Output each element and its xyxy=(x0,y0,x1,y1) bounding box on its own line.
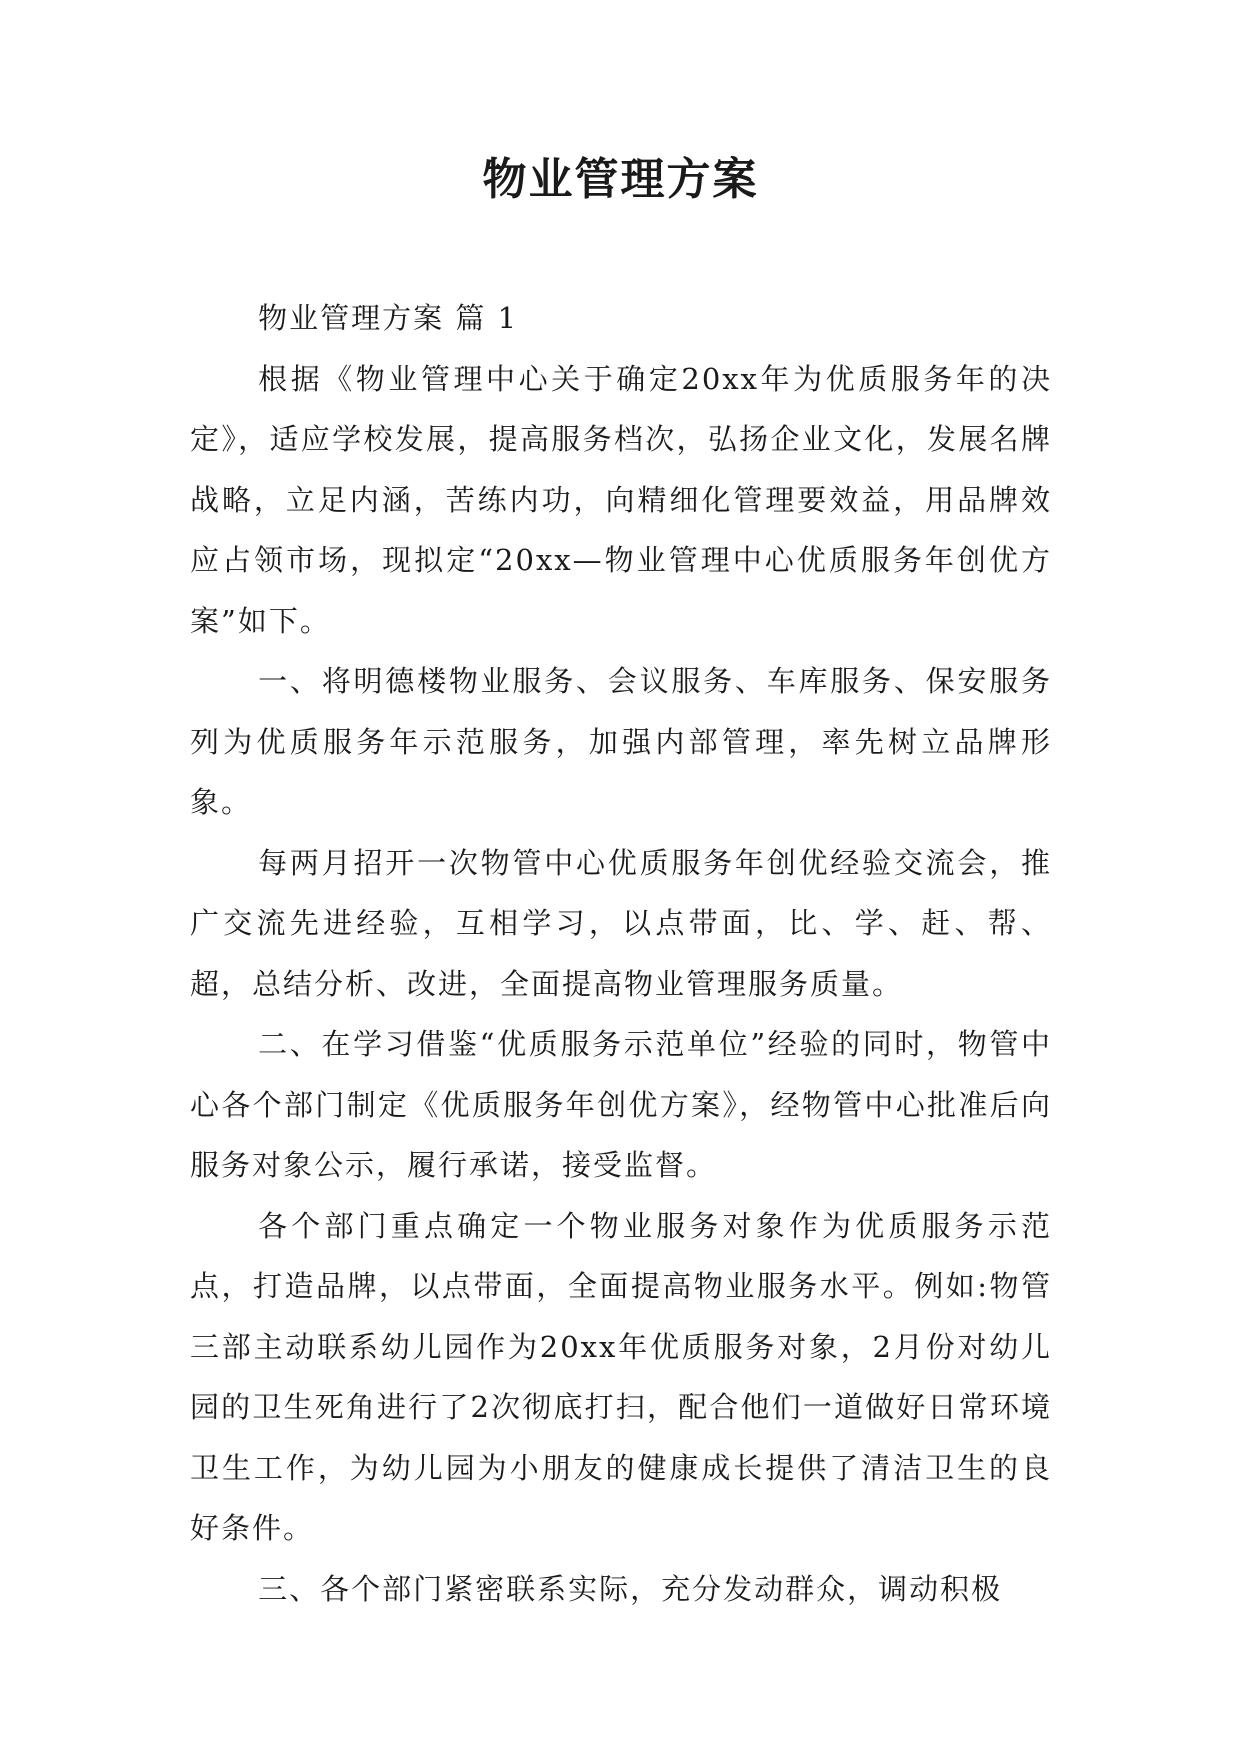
section-heading: 物业管理方案 篇 1 xyxy=(258,301,519,335)
paragraph-exchange: 每两月招开一次物管中心优质服务年创优经验交流会，推广交流先进经验，互相学习，以点带面，比、学、赶、帮、超，总结分析、改进，全面提高物业管理服务质量。 xyxy=(190,845,1052,1001)
document-title: 物业管理方案 xyxy=(482,154,759,205)
paragraph-example: 各个部门重点确定一个物业服务对象作为优质服务示范点，打造品牌，以点带面，全面提高物业服务水平。例如:物管三部主动联系幼儿园作为20xx年优质服务对象，2月份对幼儿园的卫生死角进行了2次彻底打扫，配合他们一道做好日常环境卫生工作，为幼儿园为小朋友的健康成长提供了清洁卫生的良好条件。 xyxy=(190,1208,1052,1545)
paragraph-intro: 根据《物业管理中心关于确定20xx年为优质服务年的决定》，适应学校发展，提高服务档次，弘扬企业文化，发展名牌战略，立足内涵，苦练内功，向精细化管理要效益，用品牌效应占领市场，现拟定“20xx—物业管理中心优质服务年创优方案”如下。 xyxy=(190,361,1052,638)
paragraph-item-3: 三、各个部门紧密联系实际，充分发动群众，调动积极 xyxy=(258,1571,1003,1606)
paragraph-item-1: 一、将明德楼物业服务、会议服务、车库服务、保安服务列为优质服务年示范服务，加强内部管理，率先树立品牌形象。 xyxy=(190,664,1052,819)
document-body xyxy=(190,288,1052,1619)
paragraph-item-2: 二、在学习借鉴“优质服务示范单位”经验的同时，物管中心各个部门制定《优质服务年创优方案》，经物管中心批准后向服务对象公示，履行承诺，接受监督。 xyxy=(190,1027,1052,1182)
